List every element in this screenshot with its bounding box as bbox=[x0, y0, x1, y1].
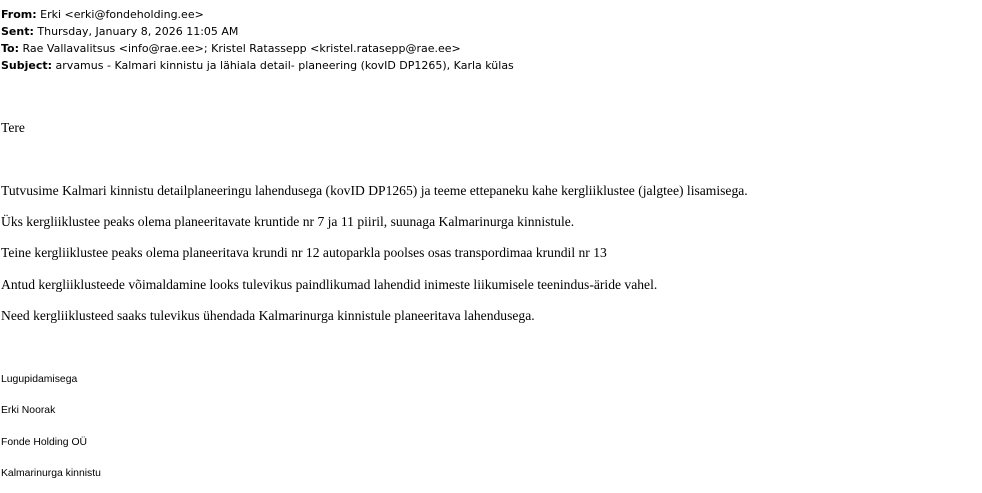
signature-company: Fonde Holding OÜ bbox=[1, 437, 88, 448]
to-value: Rae Vallavalitsus <info@rae.ee>; Kristel Ratassepp <kristel.ratasepp@rae.ee> bbox=[22, 42, 461, 55]
to-label: To: bbox=[1, 42, 19, 55]
subject-value: arvamus - Kalmari kinnistu ja lähiala detail- planeering (kovID DP1265), Karla külas bbox=[55, 59, 514, 72]
body-paragraph-4: Antud kergliiklusteede võimaldamine looks tulevikus paindlikumad lahendid inimeste liikumisele teenindus-äride vahel. bbox=[1, 277, 658, 292]
signature-closing: Lugupidamisega bbox=[1, 374, 78, 385]
signature-property: Kalmarinurga kinnistu bbox=[1, 468, 101, 479]
body-paragraph-5: Need kergliiklusteed saaks tulevikus ühendada Kalmarinurga kinnistule planeeritava lahendusega. bbox=[1, 308, 535, 323]
body-paragraph-1: Tutvusime Kalmari kinnistu detailplaneeringu lahendusega (kovID DP1265) ja teeme ettepaneku kahe kergliiklustee (jalgtee) lisamisega. bbox=[1, 183, 748, 198]
subject-label: Subject: bbox=[1, 59, 53, 72]
email-header bbox=[1, 6, 514, 74]
from-value: Erki <erki@fondeholding.ee> bbox=[40, 8, 204, 21]
subject-row bbox=[1, 57, 514, 74]
sent-value: Thursday, January 8, 2026 11:05 AM bbox=[37, 25, 239, 38]
greeting: Tere bbox=[1, 120, 25, 135]
body-paragraph-2: Üks kergliiklustee peaks olema planeeritavate kruntide nr 7 ja 11 piiril, suunaga Kalmarinurga kinnistule. bbox=[1, 214, 575, 229]
sent-row bbox=[1, 23, 514, 40]
from-row bbox=[1, 6, 514, 23]
sent-label: Sent: bbox=[1, 25, 34, 38]
body-paragraph-3: Teine kergliiklustee peaks olema planeeritava krundi nr 12 autoparkla poolses osas transpordimaa krundil nr 13 bbox=[1, 245, 607, 260]
from-label: From: bbox=[1, 8, 37, 21]
to-row bbox=[1, 40, 514, 57]
signature-name: Erki Noorak bbox=[1, 405, 56, 416]
